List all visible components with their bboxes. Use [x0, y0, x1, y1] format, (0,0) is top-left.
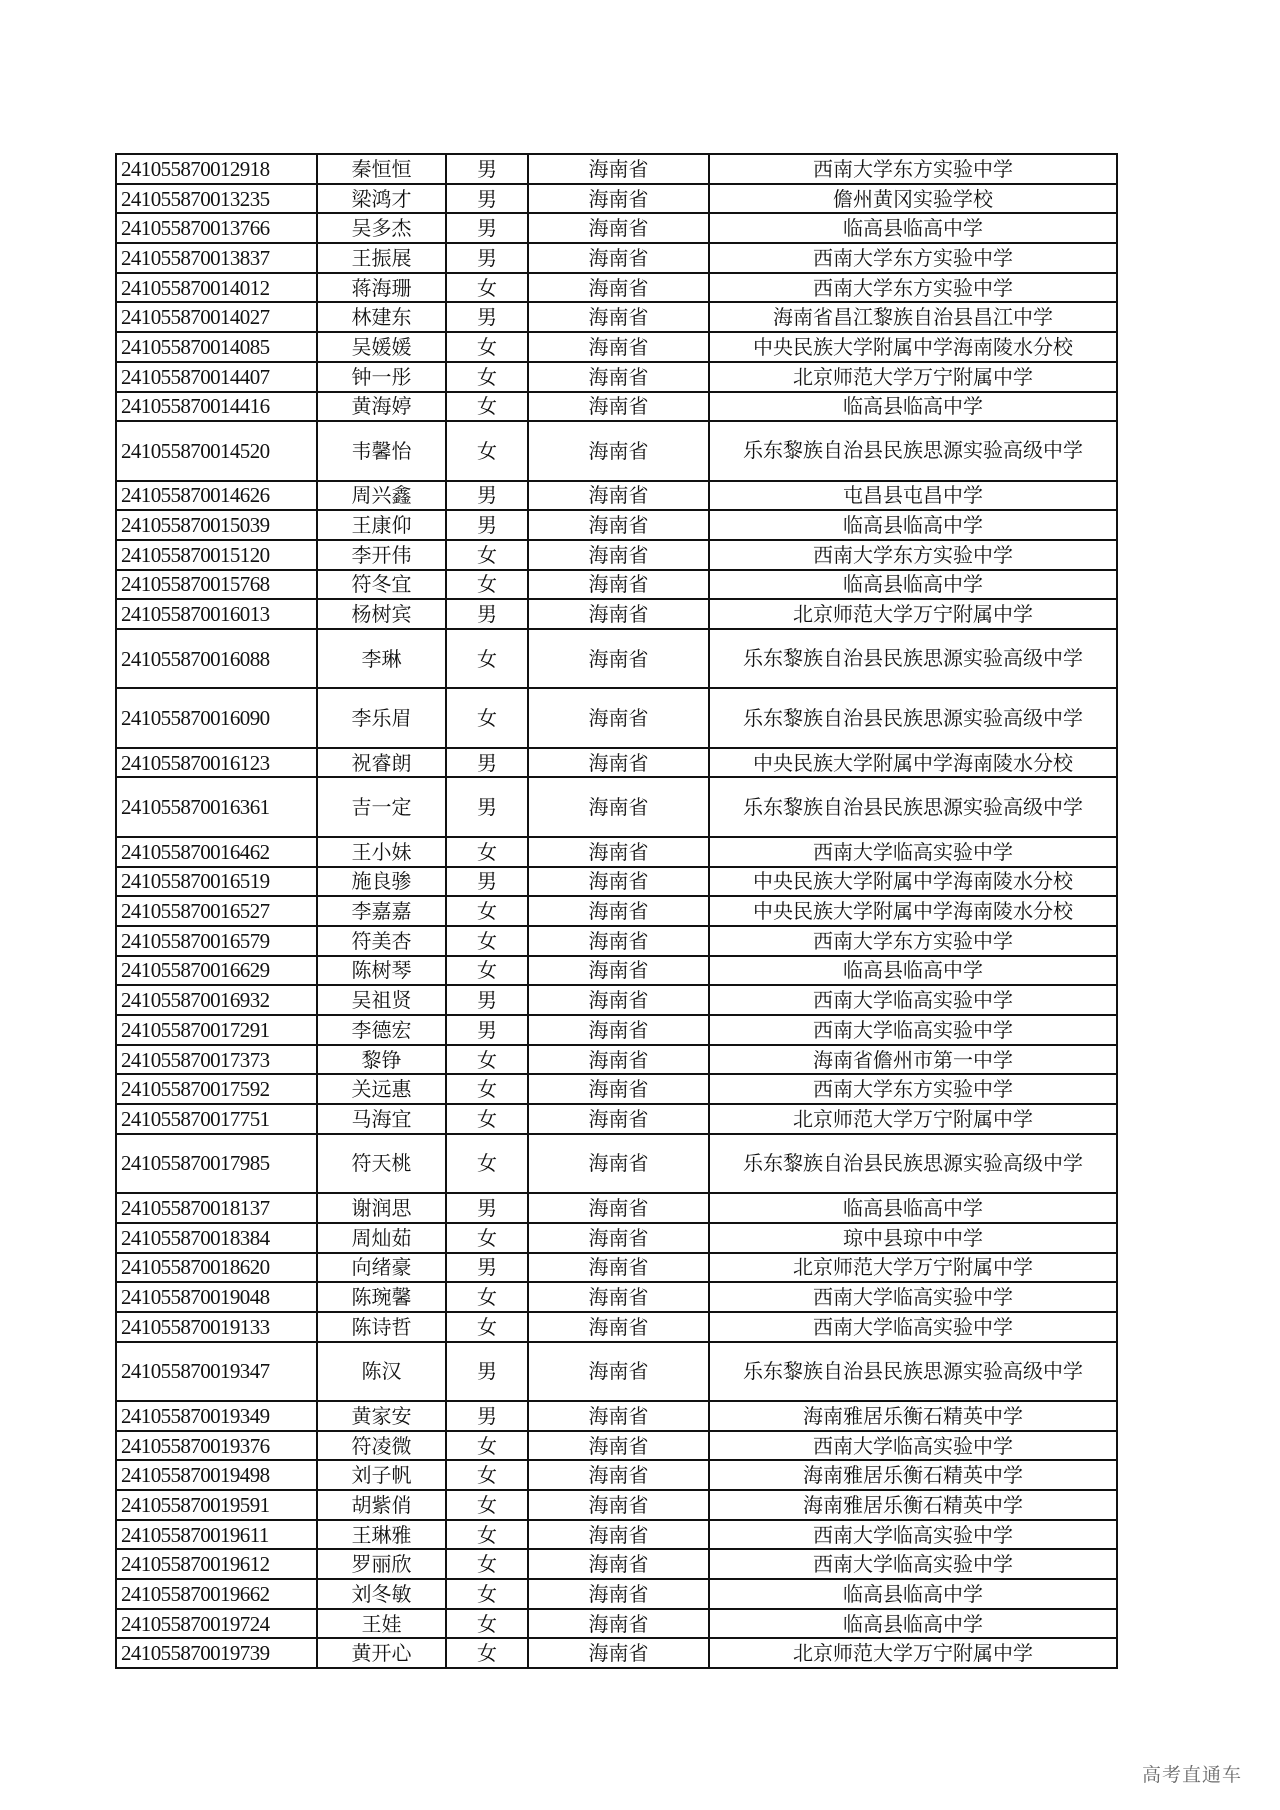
name-cell: 周灿茹: [317, 1223, 446, 1253]
exam-id-cell: 241055870017291: [116, 1015, 317, 1045]
school-cell: 中央民族大学附属中学海南陵水分校: [709, 896, 1117, 926]
name-cell: 向绪豪: [317, 1253, 446, 1283]
table-row: [116, 926, 1117, 956]
gender-cell: 女: [446, 1549, 528, 1579]
province-cell: 海南省: [528, 154, 709, 184]
exam-id-cell: 241055870015039: [116, 510, 317, 540]
name-cell: 王小妹: [317, 837, 446, 867]
school-cell: 西南大学东方实验中学: [709, 926, 1117, 956]
province-cell: 海南省: [528, 421, 709, 480]
province-cell: 海南省: [528, 392, 709, 422]
exam-id-cell: 241055870019612: [116, 1549, 317, 1579]
name-cell: 吴多杰: [317, 213, 446, 243]
name-cell: 周兴鑫: [317, 481, 446, 511]
exam-id-cell: 241055870019133: [116, 1312, 317, 1342]
exam-id-cell: 241055870019349: [116, 1401, 317, 1431]
name-cell: 吉一定: [317, 777, 446, 836]
name-cell: 吴媛媛: [317, 332, 446, 362]
exam-id-cell: 241055870016579: [116, 926, 317, 956]
province-cell: 海南省: [528, 1104, 709, 1134]
table-row: [116, 1520, 1117, 1550]
province-cell: 海南省: [528, 867, 709, 897]
table-row: [116, 1401, 1117, 1431]
school-cell: 北京师范大学万宁附属中学: [709, 599, 1117, 629]
gender-cell: 男: [446, 481, 528, 511]
province-cell: 海南省: [528, 481, 709, 511]
school-cell: 琼中县琼中中学: [709, 1223, 1117, 1253]
province-cell: 海南省: [528, 1460, 709, 1490]
name-cell: 黎铮: [317, 1045, 446, 1075]
exam-id-cell: 241055870018384: [116, 1223, 317, 1253]
school-cell: 北京师范大学万宁附属中学: [709, 1638, 1117, 1668]
school-cell: 北京师范大学万宁附属中学: [709, 362, 1117, 392]
gender-cell: 男: [446, 184, 528, 214]
province-cell: 海南省: [528, 1520, 709, 1550]
table-row: [116, 1431, 1117, 1461]
gender-cell: 女: [446, 1460, 528, 1490]
exam-id-cell: 241055870019048: [116, 1282, 317, 1312]
name-cell: 符天桃: [317, 1134, 446, 1193]
province-cell: 海南省: [528, 1638, 709, 1668]
name-cell: 秦恒恒: [317, 154, 446, 184]
exam-id-cell: 241055870016123: [116, 748, 317, 778]
table-row: [116, 1342, 1117, 1401]
exam-id-cell: 241055870014407: [116, 362, 317, 392]
province-cell: 海南省: [528, 837, 709, 867]
table-row: [116, 867, 1117, 897]
exam-id-cell: 241055870014085: [116, 332, 317, 362]
school-cell: 西南大学临高实验中学: [709, 1312, 1117, 1342]
school-cell: 海南雅居乐衡石精英中学: [709, 1401, 1117, 1431]
name-cell: 施良骖: [317, 867, 446, 897]
table-row: [116, 1609, 1117, 1639]
exam-id-cell: 241055870014416: [116, 392, 317, 422]
name-cell: 李乐眉: [317, 688, 446, 747]
province-cell: 海南省: [528, 1015, 709, 1045]
school-cell: 中央民族大学附属中学海南陵水分校: [709, 332, 1117, 362]
province-cell: 海南省: [528, 688, 709, 747]
gender-cell: 女: [446, 1579, 528, 1609]
school-cell: 临高县临高中学: [709, 1609, 1117, 1639]
table-row: [116, 510, 1117, 540]
province-cell: 海南省: [528, 1074, 709, 1104]
school-cell: 临高县临高中学: [709, 510, 1117, 540]
exam-id-cell: 241055870019498: [116, 1460, 317, 1490]
province-cell: 海南省: [528, 1193, 709, 1223]
exam-id-cell: 241055870015768: [116, 570, 317, 600]
table-row: [116, 332, 1117, 362]
gender-cell: 女: [446, 956, 528, 986]
table-row: [116, 421, 1117, 480]
gender-cell: 女: [446, 1431, 528, 1461]
province-cell: 海南省: [528, 184, 709, 214]
exam-id-cell: 241055870013235: [116, 184, 317, 214]
exam-id-cell: 241055870016090: [116, 688, 317, 747]
name-cell: 陈汉: [317, 1342, 446, 1401]
exam-id-cell: 241055870018620: [116, 1253, 317, 1283]
school-cell: 临高县临高中学: [709, 1579, 1117, 1609]
table-row: [116, 777, 1117, 836]
province-cell: 海南省: [528, 570, 709, 600]
province-cell: 海南省: [528, 510, 709, 540]
table-row: [116, 1045, 1117, 1075]
province-cell: 海南省: [528, 985, 709, 1015]
exam-id-cell: 241055870016013: [116, 599, 317, 629]
table-row: [116, 629, 1117, 688]
exam-id-cell: 241055870019347: [116, 1342, 317, 1401]
gender-cell: 男: [446, 748, 528, 778]
school-cell: 西南大学临高实验中学: [709, 1015, 1117, 1045]
table-row: [116, 748, 1117, 778]
gender-cell: 男: [446, 777, 528, 836]
gender-cell: 女: [446, 1490, 528, 1520]
exam-id-cell: 241055870017985: [116, 1134, 317, 1193]
exam-id-cell: 241055870016629: [116, 956, 317, 986]
watermark-text: 高考直通车: [1142, 1764, 1243, 1786]
school-cell: 乐东黎族自治县民族思源实验高级中学: [709, 1342, 1117, 1401]
province-cell: 海南省: [528, 629, 709, 688]
name-cell: 李琳: [317, 629, 446, 688]
table-row: [116, 985, 1117, 1015]
school-cell: 西南大学临高实验中学: [709, 1549, 1117, 1579]
province-cell: 海南省: [528, 1134, 709, 1193]
table-row: [116, 1460, 1117, 1490]
name-cell: 刘子帆: [317, 1460, 446, 1490]
table-row: [116, 243, 1117, 273]
name-cell: 关远惠: [317, 1074, 446, 1104]
gender-cell: 男: [446, 1342, 528, 1401]
name-cell: 梁鸿才: [317, 184, 446, 214]
school-cell: 乐东黎族自治县民族思源实验高级中学: [709, 688, 1117, 747]
name-cell: 王娃: [317, 1609, 446, 1639]
school-cell: 西南大学临高实验中学: [709, 1520, 1117, 1550]
table-row: [116, 1638, 1117, 1668]
table-row: [116, 1134, 1117, 1193]
gender-cell: 男: [446, 243, 528, 273]
table-row: [116, 896, 1117, 926]
name-cell: 胡紫俏: [317, 1490, 446, 1520]
school-cell: 屯昌县屯昌中学: [709, 481, 1117, 511]
province-cell: 海南省: [528, 926, 709, 956]
gender-cell: 男: [446, 867, 528, 897]
table-row: [116, 956, 1117, 986]
name-cell: 符冬宜: [317, 570, 446, 600]
exam-id-cell: 241055870013837: [116, 243, 317, 273]
name-cell: 符美杏: [317, 926, 446, 956]
exam-id-cell: 241055870018137: [116, 1193, 317, 1223]
table-row: [116, 1579, 1117, 1609]
name-cell: 黄家安: [317, 1401, 446, 1431]
gender-cell: 女: [446, 837, 528, 867]
table-row: [116, 213, 1117, 243]
table-row: [116, 599, 1117, 629]
school-cell: 中央民族大学附属中学海南陵水分校: [709, 867, 1117, 897]
roster-body: [116, 154, 1117, 1668]
gender-cell: 女: [446, 1074, 528, 1104]
province-cell: 海南省: [528, 1312, 709, 1342]
province-cell: 海南省: [528, 273, 709, 303]
gender-cell: 女: [446, 362, 528, 392]
school-cell: 临高县临高中学: [709, 956, 1117, 986]
table-row: [116, 1104, 1117, 1134]
exam-id-cell: 241055870014027: [116, 302, 317, 332]
name-cell: 钟一彤: [317, 362, 446, 392]
exam-id-cell: 241055870019662: [116, 1579, 317, 1609]
name-cell: 王康仰: [317, 510, 446, 540]
table-row: [116, 1015, 1117, 1045]
gender-cell: 男: [446, 213, 528, 243]
province-cell: 海南省: [528, 599, 709, 629]
name-cell: 王振展: [317, 243, 446, 273]
province-cell: 海南省: [528, 1431, 709, 1461]
school-cell: 儋州黄冈实验学校: [709, 184, 1117, 214]
exam-id-cell: 241055870019591: [116, 1490, 317, 1520]
province-cell: 海南省: [528, 1549, 709, 1579]
gender-cell: 女: [446, 1520, 528, 1550]
exam-id-cell: 241055870016462: [116, 837, 317, 867]
gender-cell: 女: [446, 926, 528, 956]
school-cell: 北京师范大学万宁附属中学: [709, 1253, 1117, 1283]
exam-id-cell: 241055870019739: [116, 1638, 317, 1668]
school-cell: 西南大学临高实验中学: [709, 837, 1117, 867]
gender-cell: 男: [446, 510, 528, 540]
province-cell: 海南省: [528, 1342, 709, 1401]
table-row: [116, 362, 1117, 392]
province-cell: 海南省: [528, 213, 709, 243]
exam-id-cell: 241055870012918: [116, 154, 317, 184]
gender-cell: 男: [446, 1015, 528, 1045]
exam-id-cell: 241055870016519: [116, 867, 317, 897]
exam-id-cell: 241055870013766: [116, 213, 317, 243]
gender-cell: 男: [446, 985, 528, 1015]
name-cell: 吴祖贤: [317, 985, 446, 1015]
province-cell: 海南省: [528, 540, 709, 570]
gender-cell: 男: [446, 154, 528, 184]
name-cell: 黄海婷: [317, 392, 446, 422]
school-cell: 海南省昌江黎族自治县昌江中学: [709, 302, 1117, 332]
school-cell: 乐东黎族自治县民族思源实验高级中学: [709, 421, 1117, 480]
table-row: [116, 688, 1117, 747]
gender-cell: 女: [446, 1223, 528, 1253]
school-cell: 临高县临高中学: [709, 570, 1117, 600]
name-cell: 李嘉嘉: [317, 896, 446, 926]
gender-cell: 女: [446, 421, 528, 480]
school-cell: 海南省儋州市第一中学: [709, 1045, 1117, 1075]
gender-cell: 女: [446, 392, 528, 422]
gender-cell: 女: [446, 570, 528, 600]
province-cell: 海南省: [528, 1253, 709, 1283]
name-cell: 祝睿朗: [317, 748, 446, 778]
name-cell: 杨树宾: [317, 599, 446, 629]
name-cell: 黄开心: [317, 1638, 446, 1668]
table-row: [116, 1282, 1117, 1312]
school-cell: 临高县临高中学: [709, 392, 1117, 422]
table-row: [116, 1490, 1117, 1520]
name-cell: 李德宏: [317, 1015, 446, 1045]
province-cell: 海南省: [528, 777, 709, 836]
gender-cell: 女: [446, 1104, 528, 1134]
province-cell: 海南省: [528, 362, 709, 392]
table-row: [116, 1253, 1117, 1283]
exam-id-cell: 241055870019376: [116, 1431, 317, 1461]
table-row: [116, 273, 1117, 303]
school-cell: 西南大学东方实验中学: [709, 154, 1117, 184]
province-cell: 海南省: [528, 302, 709, 332]
name-cell: 韦馨怡: [317, 421, 446, 480]
name-cell: 谢润思: [317, 1193, 446, 1223]
exam-id-cell: 241055870016088: [116, 629, 317, 688]
exam-id-cell: 241055870017592: [116, 1074, 317, 1104]
gender-cell: 女: [446, 896, 528, 926]
name-cell: 马海宜: [317, 1104, 446, 1134]
school-cell: 西南大学临高实验中学: [709, 985, 1117, 1015]
school-cell: 西南大学临高实验中学: [709, 1282, 1117, 1312]
province-cell: 海南省: [528, 748, 709, 778]
exam-id-cell: 241055870014520: [116, 421, 317, 480]
name-cell: 陈诗哲: [317, 1312, 446, 1342]
gender-cell: 女: [446, 1282, 528, 1312]
gender-cell: 女: [446, 332, 528, 362]
name-cell: 陈树琴: [317, 956, 446, 986]
gender-cell: 女: [446, 540, 528, 570]
province-cell: 海南省: [528, 243, 709, 273]
school-cell: 西南大学东方实验中学: [709, 273, 1117, 303]
school-cell: 乐东黎族自治县民族思源实验高级中学: [709, 1134, 1117, 1193]
gender-cell: 女: [446, 1638, 528, 1668]
province-cell: 海南省: [528, 1609, 709, 1639]
gender-cell: 女: [446, 1045, 528, 1075]
name-cell: 王琳雅: [317, 1520, 446, 1550]
province-cell: 海南省: [528, 1490, 709, 1520]
province-cell: 海南省: [528, 896, 709, 926]
gender-cell: 男: [446, 302, 528, 332]
province-cell: 海南省: [528, 1579, 709, 1609]
name-cell: 蒋海珊: [317, 273, 446, 303]
school-cell: 西南大学东方实验中学: [709, 243, 1117, 273]
school-cell: 乐东黎族自治县民族思源实验高级中学: [709, 629, 1117, 688]
school-cell: 西南大学东方实验中学: [709, 1074, 1117, 1104]
province-cell: 海南省: [528, 332, 709, 362]
gender-cell: 女: [446, 688, 528, 747]
exam-id-cell: 241055870016932: [116, 985, 317, 1015]
exam-id-cell: 241055870019611: [116, 1520, 317, 1550]
gender-cell: 女: [446, 1609, 528, 1639]
exam-id-cell: 241055870015120: [116, 540, 317, 570]
gender-cell: 男: [446, 1193, 528, 1223]
student-roster-table: [115, 153, 1118, 1669]
table-row: [116, 392, 1117, 422]
table-row: [116, 1223, 1117, 1253]
province-cell: 海南省: [528, 1282, 709, 1312]
gender-cell: 女: [446, 273, 528, 303]
gender-cell: 女: [446, 1312, 528, 1342]
exam-id-cell: 241055870016527: [116, 896, 317, 926]
table-row: [116, 302, 1117, 332]
table-row: [116, 184, 1117, 214]
province-cell: 海南省: [528, 1401, 709, 1431]
name-cell: 符凌微: [317, 1431, 446, 1461]
school-cell: 西南大学临高实验中学: [709, 1431, 1117, 1461]
province-cell: 海南省: [528, 1223, 709, 1253]
exam-id-cell: 241055870019724: [116, 1609, 317, 1639]
gender-cell: 男: [446, 1401, 528, 1431]
name-cell: 李开伟: [317, 540, 446, 570]
school-cell: 西南大学东方实验中学: [709, 540, 1117, 570]
school-cell: 临高县临高中学: [709, 1193, 1117, 1223]
exam-id-cell: 241055870017751: [116, 1104, 317, 1134]
gender-cell: 男: [446, 599, 528, 629]
table-row: [116, 154, 1117, 184]
table-row: [116, 1549, 1117, 1579]
name-cell: 罗丽欣: [317, 1549, 446, 1579]
table-row: [116, 1074, 1117, 1104]
gender-cell: 男: [446, 1253, 528, 1283]
name-cell: 陈琬馨: [317, 1282, 446, 1312]
school-cell: 北京师范大学万宁附属中学: [709, 1104, 1117, 1134]
table-row: [116, 540, 1117, 570]
name-cell: 刘冬敏: [317, 1579, 446, 1609]
table-row: [116, 1193, 1117, 1223]
province-cell: 海南省: [528, 956, 709, 986]
table-row: [116, 481, 1117, 511]
exam-id-cell: 241055870016361: [116, 777, 317, 836]
school-cell: 海南雅居乐衡石精英中学: [709, 1490, 1117, 1520]
table-row: [116, 837, 1117, 867]
province-cell: 海南省: [528, 1045, 709, 1075]
school-cell: 海南雅居乐衡石精英中学: [709, 1460, 1117, 1490]
table-row: [116, 1312, 1117, 1342]
table-row: [116, 570, 1117, 600]
exam-id-cell: 241055870014626: [116, 481, 317, 511]
exam-id-cell: 241055870014012: [116, 273, 317, 303]
gender-cell: 女: [446, 629, 528, 688]
gender-cell: 女: [446, 1134, 528, 1193]
school-cell: 中央民族大学附属中学海南陵水分校: [709, 748, 1117, 778]
school-cell: 临高县临高中学: [709, 213, 1117, 243]
name-cell: 林建东: [317, 302, 446, 332]
school-cell: 乐东黎族自治县民族思源实验高级中学: [709, 777, 1117, 836]
exam-id-cell: 241055870017373: [116, 1045, 317, 1075]
